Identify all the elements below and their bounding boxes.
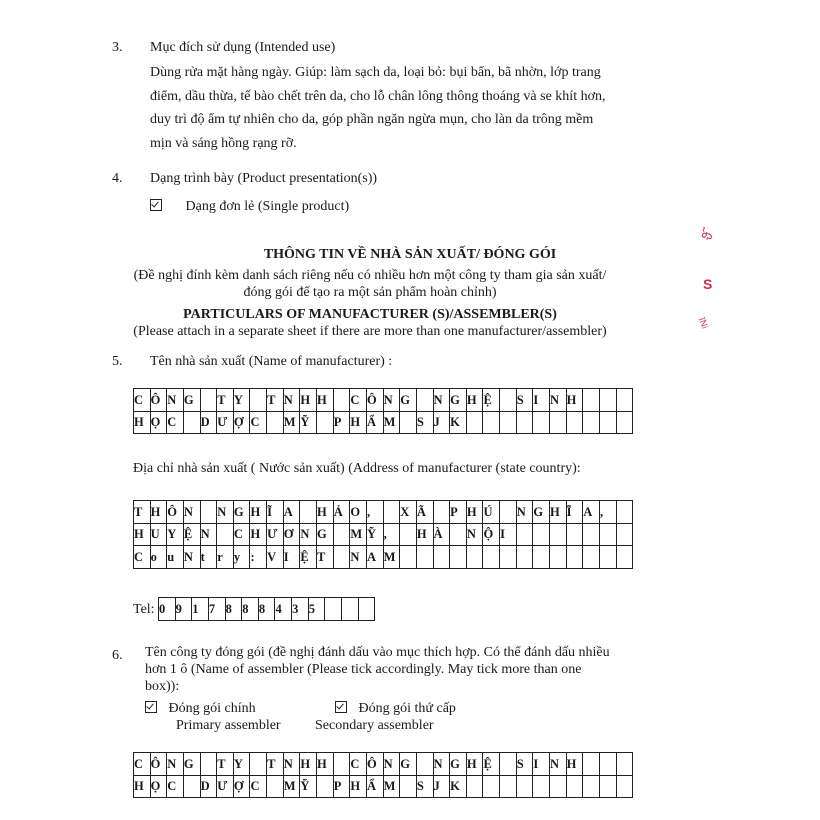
char-cell[interactable]: P (333, 411, 350, 434)
char-cell[interactable]: H (350, 775, 367, 798)
char-cell[interactable]: M (383, 411, 400, 434)
primary-assembler-option[interactable] (145, 701, 256, 717)
char-cell[interactable] (333, 753, 350, 776)
secondary-assembler-option[interactable] (335, 701, 456, 717)
char-cell[interactable]: r (217, 546, 234, 569)
tel-grid[interactable] (158, 597, 375, 621)
char-cell[interactable] (583, 753, 600, 776)
char-cell[interactable] (333, 389, 350, 412)
char-cell[interactable] (599, 389, 616, 412)
primary-assembler-en: Primary assembler (176, 718, 281, 733)
char-cell[interactable] (250, 753, 267, 776)
char-cell[interactable]: H (300, 753, 317, 776)
char-cell[interactable] (533, 523, 550, 546)
char-cell[interactable]: G (400, 753, 417, 776)
char-cell[interactable]: G (183, 753, 200, 776)
char-cell[interactable]: Ẩ (366, 775, 383, 798)
char-cell[interactable]: Ư (217, 775, 234, 798)
char-cell[interactable] (583, 775, 600, 798)
char-cell[interactable]: C (250, 775, 267, 798)
checked-box-icon[interactable] (150, 199, 162, 211)
char-cell[interactable] (500, 389, 517, 412)
char-cell[interactable]: C (134, 389, 151, 412)
char-cell[interactable]: T (217, 389, 234, 412)
char-cell[interactable]: N (183, 501, 200, 524)
char-cell[interactable] (317, 775, 334, 798)
char-cell[interactable]: G (233, 501, 250, 524)
section-3-title: Mục đích sử dụng (Intended use) (150, 40, 336, 55)
manufacturer-name-grid[interactable] (133, 388, 633, 434)
section-3-number: 3. (112, 40, 123, 55)
char-cell[interactable] (566, 546, 583, 569)
section-4-number: 4. (112, 171, 123, 186)
char-cell[interactable]: C (134, 753, 151, 776)
char-cell[interactable]: Y (233, 753, 250, 776)
char-cell[interactable] (616, 775, 633, 798)
char-cell[interactable] (616, 501, 633, 524)
char-cell[interactable] (333, 546, 350, 569)
char-cell[interactable]: G (533, 501, 550, 524)
char-cell[interactable] (533, 546, 550, 569)
char-cell[interactable]: A (366, 546, 383, 569)
char-cell[interactable]: , (366, 501, 383, 524)
char-cell[interactable] (500, 753, 517, 776)
char-cell[interactable]: N (167, 389, 184, 412)
char-cell[interactable] (466, 411, 483, 434)
char-cell[interactable] (599, 546, 616, 569)
section-6-line: Tên công ty đóng gói (đề nghị đánh dấu vào mục thích hợp. Có thể đánh dấu nhiều (145, 645, 610, 660)
char-cell[interactable] (483, 411, 500, 434)
char-cell[interactable] (483, 775, 500, 798)
char-cell[interactable] (500, 775, 517, 798)
char-cell[interactable] (342, 598, 359, 621)
char-cell[interactable] (583, 411, 600, 434)
char-cell[interactable]: I (533, 389, 550, 412)
char-cell[interactable] (583, 546, 600, 569)
char-cell[interactable]: 0 (159, 598, 176, 621)
char-cell[interactable]: , (383, 523, 400, 546)
grid-row (134, 546, 633, 569)
char-cell[interactable]: H (466, 753, 483, 776)
char-cell[interactable] (383, 501, 400, 524)
manufacturer-address-label: Địa chỉ nhà sản xuất ( Nước sản xuất) (Address of manufacturer (state country): (133, 461, 581, 476)
char-cell[interactable] (450, 523, 467, 546)
char-cell[interactable] (433, 546, 450, 569)
char-cell[interactable] (599, 411, 616, 434)
char-cell[interactable] (400, 546, 417, 569)
char-cell[interactable]: H (134, 775, 151, 798)
char-cell[interactable] (267, 775, 284, 798)
grid-row (159, 598, 375, 621)
single-product-option[interactable] (150, 199, 349, 215)
char-cell[interactable] (333, 523, 350, 546)
char-cell[interactable]: y (233, 546, 250, 569)
char-cell[interactable]: N (433, 753, 450, 776)
char-cell[interactable]: H (300, 389, 317, 412)
char-cell[interactable]: C (167, 411, 184, 434)
char-cell[interactable]: G (400, 389, 417, 412)
char-cell[interactable]: 9 (175, 598, 192, 621)
char-cell[interactable]: C (350, 753, 367, 776)
char-cell[interactable]: Ọ (150, 411, 167, 434)
char-cell[interactable] (267, 411, 284, 434)
char-cell[interactable]: N (283, 389, 300, 412)
secondary-assembler-en: Secondary assembler (315, 718, 434, 733)
char-cell[interactable]: C (233, 523, 250, 546)
char-cell[interactable] (550, 411, 567, 434)
char-cell[interactable]: H (317, 389, 334, 412)
section-3-line: duy trì độ ẩm tự nhiên cho da, góp phần ngăn ngừa mụn, cho làn da trông mềm (150, 112, 594, 127)
char-cell[interactable]: C (250, 411, 267, 434)
char-cell[interactable]: H (134, 411, 151, 434)
char-cell[interactable] (566, 775, 583, 798)
char-cell[interactable] (183, 775, 200, 798)
char-cell[interactable]: H (317, 501, 334, 524)
char-cell[interactable] (599, 523, 616, 546)
char-cell[interactable]: X (400, 501, 417, 524)
char-cell[interactable] (516, 546, 533, 569)
char-cell[interactable] (500, 546, 517, 569)
char-cell[interactable]: Ô (167, 501, 184, 524)
char-cell[interactable]: H (250, 523, 267, 546)
char-cell[interactable]: G (450, 389, 467, 412)
char-cell[interactable]: Ô (366, 389, 383, 412)
char-cell[interactable]: C (350, 389, 367, 412)
char-cell[interactable]: T (267, 753, 284, 776)
char-cell[interactable]: D (200, 411, 217, 434)
char-cell[interactable]: H (550, 501, 567, 524)
char-cell[interactable]: I (283, 546, 300, 569)
char-cell[interactable]: M (383, 775, 400, 798)
stamp-fragment-1: ϑ̃ (698, 230, 716, 242)
char-cell[interactable]: u (167, 546, 184, 569)
char-cell[interactable] (200, 501, 217, 524)
char-cell[interactable]: H (317, 753, 334, 776)
char-cell[interactable] (566, 523, 583, 546)
char-cell[interactable]: H (134, 523, 151, 546)
char-cell[interactable]: N (200, 523, 217, 546)
char-cell[interactable]: T (134, 501, 151, 524)
char-cell[interactable]: Ọ (150, 775, 167, 798)
section-6-line: hơn 1 ô (Name of assembler (Please tick accordingly. May tick more than one (145, 662, 582, 677)
char-cell[interactable]: 4 (275, 598, 292, 621)
char-cell[interactable]: S (516, 389, 533, 412)
char-cell[interactable]: M (350, 523, 367, 546)
char-cell[interactable]: À (433, 523, 450, 546)
char-cell[interactable]: N (217, 501, 234, 524)
char-cell[interactable] (616, 389, 633, 412)
char-cell[interactable]: H (466, 501, 483, 524)
section-3-body (150, 61, 650, 155)
char-cell[interactable]: H (466, 389, 483, 412)
char-cell[interactable]: P (333, 775, 350, 798)
char-cell[interactable]: 5 (308, 598, 325, 621)
char-cell[interactable]: Ú (483, 501, 500, 524)
char-cell[interactable] (533, 411, 550, 434)
assembler-name-grid[interactable] (133, 752, 633, 798)
char-cell[interactable]: N (383, 753, 400, 776)
char-cell[interactable]: Ỹ (300, 411, 317, 434)
char-cell[interactable] (300, 501, 317, 524)
char-cell[interactable]: Ơ (283, 523, 300, 546)
char-cell[interactable] (599, 753, 616, 776)
char-cell[interactable] (550, 546, 567, 569)
char-cell[interactable]: G (183, 389, 200, 412)
char-cell[interactable] (400, 411, 417, 434)
char-cell[interactable]: Ĩ (566, 501, 583, 524)
grid-row (134, 753, 633, 776)
char-cell[interactable] (400, 775, 417, 798)
char-cell[interactable]: Ô (150, 389, 167, 412)
char-cell[interactable] (416, 546, 433, 569)
char-cell[interactable]: O (350, 501, 367, 524)
char-cell[interactable] (200, 389, 217, 412)
char-cell[interactable]: Ệ (183, 523, 200, 546)
char-cell[interactable] (450, 546, 467, 569)
section-3-line: điểm, dầu thừa, tế bào chết trên da, cho lỗ chân lông thông thoáng và se khít hơn, (150, 88, 606, 104)
char-cell[interactable]: M (283, 775, 300, 798)
char-cell[interactable]: I (500, 523, 517, 546)
en-section-heading: PARTICULARS OF MANUFACTURER (S)/ASSEMBLER(S) (183, 307, 557, 322)
char-cell[interactable] (466, 775, 483, 798)
char-cell[interactable]: N (466, 523, 483, 546)
char-cell[interactable]: Ĩ (267, 501, 284, 524)
char-cell[interactable] (500, 411, 517, 434)
char-cell[interactable]: , (599, 501, 616, 524)
section-6-title (145, 644, 640, 695)
char-cell[interactable] (483, 546, 500, 569)
stamp-fragment-2: S (703, 276, 713, 292)
vn-note-line-1: (Đề nghị đính kèm danh sách riêng nếu có nhiều hơn một công ty tham gia sản xuất/ (133, 268, 607, 283)
vn-section-heading: THÔNG TIN VỀ NHÀ SẢN XUẤT/ ĐÓNG GÓI (263, 247, 557, 262)
char-cell[interactable] (325, 598, 342, 621)
primary-assembler-vn: Đóng gói chính (168, 701, 256, 716)
char-cell[interactable] (583, 389, 600, 412)
char-cell[interactable]: N (167, 753, 184, 776)
vn-note-line-2: đóng gói để tạo ra một sản phẩm hoàn chỉnh) (243, 285, 497, 300)
char-cell[interactable]: T (217, 753, 234, 776)
char-cell[interactable]: Y (233, 389, 250, 412)
char-cell[interactable] (583, 523, 600, 546)
char-cell[interactable]: N (300, 523, 317, 546)
char-cell[interactable]: Ỹ (300, 775, 317, 798)
char-cell[interactable]: V (267, 546, 284, 569)
char-cell[interactable]: 3 (292, 598, 309, 621)
grid-row (134, 775, 633, 798)
manufacturer-name-label: Tên nhà sản xuất (Name of manufacturer) : (150, 354, 393, 369)
char-cell[interactable]: 7 (208, 598, 225, 621)
char-cell[interactable]: : (250, 546, 267, 569)
char-cell[interactable]: N (550, 389, 567, 412)
char-cell[interactable] (358, 598, 375, 621)
char-cell[interactable] (400, 523, 417, 546)
char-cell[interactable]: H (350, 411, 367, 434)
secondary-assembler-vn: Đóng gói thứ cấp (358, 701, 456, 716)
grid-row (134, 501, 633, 524)
char-cell[interactable] (416, 753, 433, 776)
char-cell[interactable]: G (317, 523, 334, 546)
char-cell[interactable] (616, 523, 633, 546)
char-cell[interactable] (616, 411, 633, 434)
char-cell[interactable]: Ả (333, 501, 350, 524)
char-cell[interactable] (533, 775, 550, 798)
char-cell[interactable] (200, 753, 217, 776)
char-cell[interactable] (550, 523, 567, 546)
char-cell[interactable]: H (566, 389, 583, 412)
char-cell[interactable] (516, 411, 533, 434)
char-cell[interactable] (516, 523, 533, 546)
checked-box-icon[interactable] (335, 701, 347, 713)
char-cell[interactable]: D (200, 775, 217, 798)
char-cell[interactable]: 8 (242, 598, 259, 621)
char-cell[interactable]: N (383, 389, 400, 412)
char-cell[interactable]: M (383, 546, 400, 569)
char-cell[interactable]: 1 (192, 598, 209, 621)
char-cell[interactable]: t (200, 546, 217, 569)
char-cell[interactable]: A (283, 501, 300, 524)
char-cell[interactable]: N (433, 389, 450, 412)
char-cell[interactable]: Ỹ (366, 523, 383, 546)
char-cell[interactable]: G (450, 753, 467, 776)
char-cell[interactable]: N (283, 753, 300, 776)
char-cell[interactable]: Ư (267, 523, 284, 546)
char-cell[interactable]: J (433, 411, 450, 434)
char-cell[interactable]: Ệ (483, 389, 500, 412)
char-cell[interactable]: Ộ (483, 523, 500, 546)
char-cell[interactable]: T (317, 546, 334, 569)
char-cell[interactable]: Ệ (483, 753, 500, 776)
char-cell[interactable] (566, 411, 583, 434)
char-cell[interactable]: H (150, 501, 167, 524)
char-cell[interactable]: C (134, 546, 151, 569)
char-cell[interactable]: P (450, 501, 467, 524)
char-cell[interactable] (516, 775, 533, 798)
char-cell[interactable] (466, 546, 483, 569)
char-cell[interactable]: H (250, 501, 267, 524)
checked-box-icon[interactable] (145, 701, 157, 713)
char-cell[interactable]: Ợ (233, 775, 250, 798)
char-cell[interactable] (616, 753, 633, 776)
char-cell[interactable] (250, 389, 267, 412)
char-cell[interactable] (550, 775, 567, 798)
char-cell[interactable]: H (566, 753, 583, 776)
char-cell[interactable] (616, 546, 633, 569)
char-cell[interactable]: K (450, 411, 467, 434)
char-cell[interactable] (183, 411, 200, 434)
char-cell[interactable] (416, 389, 433, 412)
char-cell[interactable]: 8 (225, 598, 242, 621)
char-cell[interactable]: N (516, 501, 533, 524)
char-cell[interactable]: Y (167, 523, 184, 546)
manufacturer-address-grid[interactable] (133, 500, 633, 569)
char-cell[interactable]: C (167, 775, 184, 798)
char-cell[interactable]: 8 (258, 598, 275, 621)
char-cell[interactable]: Ư (217, 411, 234, 434)
section-3-line: mịn và sáng hồng rạng rỡ. (150, 135, 297, 151)
char-cell[interactable]: Ô (150, 753, 167, 776)
char-cell[interactable]: H (416, 523, 433, 546)
char-cell[interactable]: I (533, 753, 550, 776)
char-cell[interactable]: S (416, 775, 433, 798)
section-3-line: Dùng rửa mặt hàng ngày. Giúp: làm sạch da, loại bỏ: bụi bẩn, bã nhờn, lớp trang (150, 65, 601, 80)
char-cell[interactable] (433, 501, 450, 524)
char-cell[interactable] (599, 775, 616, 798)
char-cell[interactable] (317, 411, 334, 434)
char-cell[interactable]: T (267, 389, 284, 412)
grid-row (134, 411, 633, 434)
char-cell[interactable] (500, 501, 517, 524)
char-cell[interactable]: Ô (366, 753, 383, 776)
en-note: (Please attach in a separate sheet if there are more than one manufacturer/assembler) (133, 324, 607, 339)
grid-row (134, 523, 633, 546)
char-cell[interactable]: J (433, 775, 450, 798)
char-cell[interactable]: S (516, 753, 533, 776)
char-cell[interactable]: K (450, 775, 467, 798)
char-cell[interactable]: N (550, 753, 567, 776)
section-6-number: 6. (112, 648, 123, 663)
char-cell[interactable]: A (583, 501, 600, 524)
char-cell[interactable]: M (283, 411, 300, 434)
char-cell[interactable]: Ã (416, 501, 433, 524)
char-cell[interactable]: N (350, 546, 367, 569)
char-cell[interactable]: Ợ (233, 411, 250, 434)
char-cell[interactable]: N (183, 546, 200, 569)
char-cell[interactable]: U (150, 523, 167, 546)
single-product-label: Dạng đơn lẻ (Single product) (185, 199, 350, 214)
tel-label: Tel: (133, 602, 155, 617)
grid-row (134, 389, 633, 412)
char-cell[interactable]: o (150, 546, 167, 569)
section-4-title: Dạng trình bày (Product presentation(s)) (150, 171, 378, 186)
char-cell[interactable]: S (416, 411, 433, 434)
char-cell[interactable]: Ệ (300, 546, 317, 569)
stamp-fragment-3: ĩNi (696, 316, 711, 330)
char-cell[interactable]: Ẩ (366, 411, 383, 434)
char-cell[interactable] (217, 523, 234, 546)
section-6-line: box)): (145, 679, 180, 694)
section-5-number: 5. (112, 354, 123, 369)
